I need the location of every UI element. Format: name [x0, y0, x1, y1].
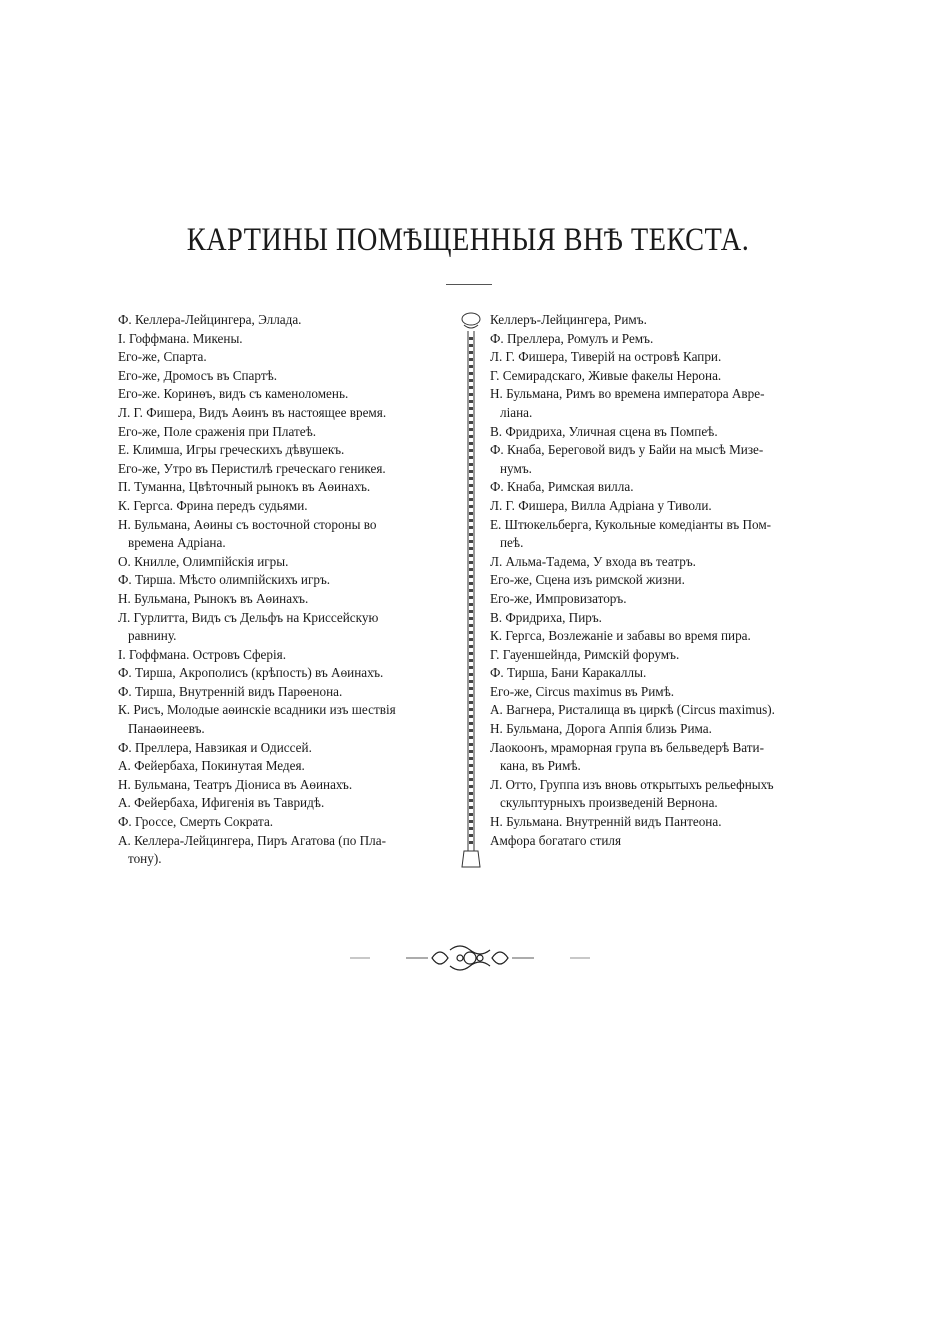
- entry-line: Его-же, Спарта.: [118, 349, 207, 365]
- list-item: [490, 348, 832, 367]
- entry-continuation: пеѣ.: [500, 535, 524, 551]
- list-item: [118, 776, 458, 795]
- list-item: [118, 311, 458, 330]
- entry-line: К. Гергса. Фрина передъ судьями.: [118, 497, 308, 513]
- list-item: [118, 348, 458, 367]
- list-item: [118, 590, 458, 609]
- list-item: [118, 757, 458, 776]
- page-title: КАРТИНЫ ПОМѢЩЕННЫЯ ВНѢ ТЕКСТА.: [186, 222, 750, 258]
- list-item: [490, 553, 832, 572]
- entry-line: А. Вагнера, Ристалища въ циркѣ (Circus maximus).: [490, 702, 775, 718]
- entry-line: К. Рисъ, Молодые аѳинскіе всадники изъ шествія: [118, 702, 396, 718]
- entry-line: Л. Альма-Тадема, У входа въ театръ.: [490, 553, 696, 569]
- entry-line: I. Гоффмана. Островъ Сферія.: [118, 646, 286, 662]
- entry-line: Его-же, Дромосъ въ Спартѣ.: [118, 367, 278, 383]
- entry-line: Л. Г. Фишера, Вилла Адріана у Тиволи.: [490, 497, 712, 513]
- list-item: [490, 683, 832, 702]
- entry-line: Л. Г. Фишера, Видъ Аѳинъ въ настоящее время.: [118, 404, 387, 420]
- list-item: [118, 385, 458, 404]
- entry-line: Н. Бульмана, Аѳины съ восточной стороны во: [118, 516, 377, 532]
- entry-line: Ф. Гроссе, Смерть Сократа.: [118, 814, 274, 830]
- entry-continuation: времена Адріана.: [128, 535, 226, 551]
- entry-line: Л. Гурлитта, Видъ съ Дельфъ на Криссейскую: [118, 609, 379, 625]
- entry-continuation: нумъ.: [500, 460, 532, 476]
- entry-line: Его-же, Circus maximus въ Римѣ.: [490, 683, 675, 699]
- entry-continuation: равнину.: [128, 628, 177, 644]
- entry-line: Ф. Тирша. Мѣсто олимпійскихъ игръ.: [118, 572, 331, 588]
- list-item: [118, 609, 458, 646]
- entry-line: Ф. Келлера-Лейцингера, Эллада.: [118, 312, 302, 327]
- entry-line: В. Фридриха, Уличная сцена въ Помпеѣ.: [490, 423, 718, 439]
- list-item: [118, 683, 458, 702]
- entry-line: К. Гергса, Возлежаніе и забавы во время пира.: [490, 628, 751, 644]
- list-item: [490, 571, 832, 590]
- list-item: [490, 516, 832, 553]
- entry-line: Его-же, Поле сраженія при Платеѣ.: [118, 423, 317, 439]
- entry-line: Ф. Тирша, Акрополисъ (крѣпость) въ Аѳинахъ.: [118, 665, 384, 681]
- entry-line: П. Туманна, Цвѣточный рынокъ въ Аѳинахъ.: [118, 479, 371, 495]
- entry-line: Лаокоонъ, мраморная група въ бельведерѣ Вати-: [490, 739, 764, 755]
- entry-continuation: тону).: [128, 851, 162, 867]
- list-item: [490, 609, 832, 628]
- list-item: [118, 794, 458, 813]
- entry-line: А. Фейербаха, Ифигенія въ Тавридѣ.: [118, 795, 325, 811]
- list-item: [118, 571, 458, 590]
- list-item: [118, 441, 458, 460]
- entry-line: Л. Отто, Группа изъ вновь открытыхъ рельефныхъ: [490, 776, 774, 792]
- column-ornament-icon: [460, 311, 482, 871]
- entry-continuation: ліана.: [500, 404, 533, 420]
- list-item: [118, 478, 458, 497]
- entry-line: Л. Г. Фишера, Тиверій на островѣ Капри.: [490, 349, 722, 365]
- list-item: [490, 646, 832, 665]
- list-item: [118, 330, 458, 349]
- list-item: [118, 553, 458, 572]
- list-item: [490, 590, 832, 609]
- entry-line: Е. Штюкельберга, Кукольные комедіанты въ Пом-: [490, 516, 772, 532]
- list-item: [118, 813, 458, 832]
- entry-continuation: Панаѳинеевъ.: [128, 721, 205, 737]
- decorative-ornament-icon: [350, 938, 590, 978]
- entry-line: Н. Бульмана. Внутренній видъ Пантеона.: [490, 814, 722, 830]
- list-item: [490, 664, 832, 683]
- entry-line: Ф. Преллера, Навзикая и Одиссей.: [118, 739, 312, 755]
- list-item: [490, 385, 832, 422]
- left-column: [118, 311, 458, 869]
- entry-line: Ф. Тирша, Внутренній видъ Парѳенона.: [118, 683, 343, 699]
- list-item: [118, 404, 458, 423]
- list-item: [490, 423, 832, 442]
- entry-line: А. Фейербаха, Покинутая Медея.: [118, 758, 305, 774]
- entry-line: Ф. Тирша, Бани Каракаллы.: [490, 665, 647, 681]
- right-column: [490, 311, 832, 850]
- entry-line: Амфора богатаго стиля: [490, 832, 622, 848]
- list-item: [490, 478, 832, 497]
- entry-line: Г. Гауеншейнда, Римскій форумъ.: [490, 646, 680, 662]
- list-item: [118, 664, 458, 683]
- list-item: [118, 516, 458, 553]
- list-item: [118, 646, 458, 665]
- list-item: [490, 776, 832, 813]
- entry-line: Н. Бульмана, Римъ во времена императора Авре-: [490, 386, 765, 402]
- entry-line: Его-же, Утро въ Перистилѣ греческаго геникея.: [118, 460, 386, 476]
- list-item: [118, 739, 458, 758]
- entry-line: Его-же, Сцена изъ римской жизни.: [490, 572, 685, 588]
- entry-line: Ф. Кнаба, Береговой видъ у Байи на мысѣ Мизе-: [490, 442, 764, 458]
- entry-line: Ф. Преллера, Ромулъ и Ремъ.: [490, 330, 654, 346]
- list-item: [490, 701, 832, 720]
- entry-line: Г. Семирадскаго, Живые факелы Нерона.: [490, 367, 722, 383]
- list-item: [490, 330, 832, 349]
- entry-line: В. Фридриха, Пиръ.: [490, 609, 602, 625]
- list-item: [118, 497, 458, 516]
- list-item: [118, 367, 458, 386]
- list-item: [490, 739, 832, 776]
- list-item: [490, 627, 832, 646]
- entry-line: Н. Бульмана, Театръ Діониса въ Аѳинахъ.: [118, 776, 353, 792]
- list-item: [118, 423, 458, 442]
- entry-line: Ф. Кнаба, Римская вилла.: [490, 479, 634, 495]
- list-item: [490, 832, 832, 851]
- entry-continuation: кана, въ Римѣ.: [500, 758, 581, 774]
- list-item: [118, 460, 458, 479]
- title-rule: [446, 284, 492, 285]
- entry-continuation: скульптурныхъ произведеній Вернона.: [500, 795, 718, 811]
- entry-line: Его-же, Импровизаторъ.: [490, 590, 627, 606]
- entry-line: Н. Бульмана, Дорога Аппія близь Рима.: [490, 721, 712, 737]
- entry-line: О. Книлле, Олимпійскія игры.: [118, 553, 289, 569]
- entry-line: Н. Бульмана, Рынокъ въ Аѳинахъ.: [118, 590, 309, 606]
- list-item: [490, 720, 832, 739]
- list-item: [490, 813, 832, 832]
- list-item: [118, 701, 458, 738]
- entry-line: Е. Климша, Игры греческихъ дѣвушекъ.: [118, 442, 345, 458]
- list-item: [490, 497, 832, 516]
- list-item: [490, 311, 832, 330]
- entry-line: Его-же. Коринѳъ, видъ съ каменоломень.: [118, 386, 349, 402]
- list-item: [490, 367, 832, 386]
- entry-line: Келлеръ-Лейцингера, Римъ.: [490, 312, 647, 327]
- entry-line: I. Гоффмана. Микены.: [118, 330, 243, 346]
- list-item: [118, 832, 458, 869]
- list-item: [490, 441, 832, 478]
- entry-line: А. Келлера-Лейцингера, Пиръ Агатова (по Пла-: [118, 832, 386, 848]
